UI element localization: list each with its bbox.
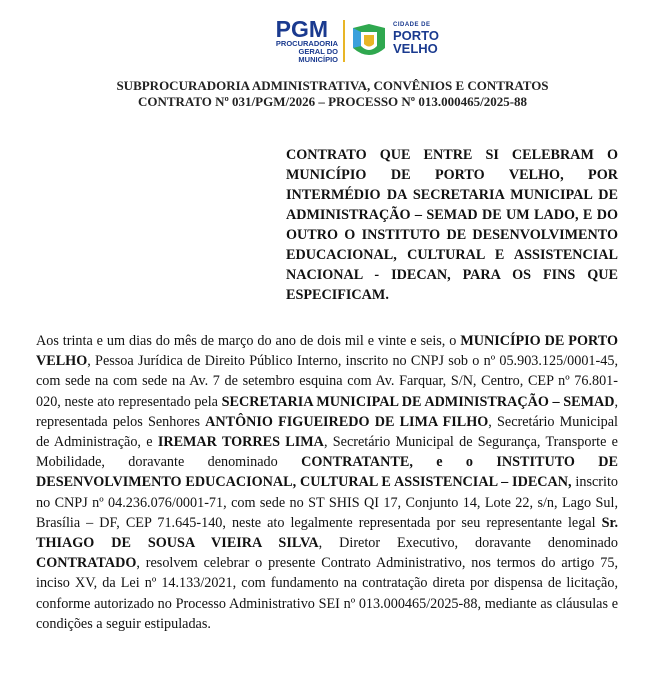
porto-label: PORTO: [393, 28, 439, 43]
pgm-subtitle-2: GERAL DO MUNICÍPIO: [298, 47, 338, 64]
body-text-6: inscrito no CNPJ nº 04.236.076/0001-71, com sede no ST SHIS QI 17, Conjunto 14, Lote 22, s/n, Lago Sul, Brasília – DF, CEP 71.645-140, neste ato legalmente representada por seu representante legal: [36, 474, 618, 531]
header-logos: [0, 16, 665, 66]
body-bold-5: CONTRATANTE, e o INSTITUTO DE DESENVOLVIMENTO EDUCACIONAL, CULTURAL E ASSISTENCIAL – IDECAN,: [36, 454, 618, 491]
pgm-wordmark: PGM: [275, 16, 328, 42]
body-text-1: Aos trinta e um dias do mês de março do ano de dois mil e vinte e seis, o: [36, 333, 461, 349]
contract-summary: CONTRATO QUE ENTRE SI CELEBRAM O MUNICÍPIO DE PORTO VELHO, POR INTERMÉDIO DA SECRETARIA MUNICIPAL DE ADMINISTRAÇÃO – SEMAD DE UM LADO, E DO OUTRO O INSTITUTO DE DESENVOLVIMENTO EDUCACIONAL, CULTURAL E ASSISTENCIAL NACIONAL - IDECAN, PARA OS FINS QUE ESPECIFICAM.: [286, 147, 618, 303]
body-bold-7: CONTRATADO: [36, 555, 137, 572]
porto-velho-wordmark: [393, 22, 439, 55]
title-line-2: CONTRATO Nº 031/PGM/2026 – PROCESSO Nº 013.000465/2025-88: [137, 94, 528, 109]
porto-velho-emblem-icon: [351, 22, 387, 60]
cidade-de-label: CIDADE DE: [393, 22, 431, 28]
velho-label: VELHO: [393, 41, 438, 56]
body-bold-2: SECRETARIA MUNICIPAL DE ADMINISTRAÇÃO – SEMAD: [221, 393, 615, 410]
body-bold-6: Sr. THIAGO DE SOUSA VIEIRA SILVA: [36, 514, 618, 552]
body-text-8: , resolvem celebrar o presente Contrato Administrativo, nos termos do artigo 75, inciso XV, da Lei nº 14.133/2021, com fundamento na contratação direta por dispensa de licitação, conforme autorizado no Processo Administrativo SEI nº 013.000465/2025-88, mediante as cláusulas e condições a seguir estipuladas.: [36, 555, 618, 632]
body-bold-1: MUNICÍPIO DE PORTO VELHO: [36, 333, 618, 370]
logo-divider: [343, 20, 345, 62]
document-title: [0, 78, 665, 110]
body-bold-3: ANTÔNIO FIGUEIREDO DE LIMA FILHO: [205, 413, 489, 430]
pgm-subtitle-1: PROCURADORIA: [275, 39, 338, 48]
body-text-4: , Secretário Municipal de Administração, e: [36, 413, 618, 451]
body-text-3: , representada pelos Senhores: [36, 393, 619, 430]
contract-preamble: [36, 331, 618, 634]
body-text-7: , Diretor Executivo, doravante denominado: [318, 535, 618, 552]
body-bold-4: IREMAR TORRES LIMA: [157, 434, 324, 451]
pgm-logo: [258, 18, 338, 64]
body-text-2: , Pessoa Jurídica de Direito Público Interno, inscrito no CNPJ sob o nº 05.903.125/0001-45, com sede na com sede na Av. 7 de setembro esquina com Av. Farquar, S/N, Centro, CEP nº 76.801-020, neste ato representado pela: [36, 353, 618, 410]
title-line-1: SUBPROCURADORIA ADMINISTRATIVA, CONVÊNIOS E CONTRATOS: [116, 78, 549, 93]
body-text-5: , Secretário Municipal de Segurança, Transporte e Mobilidade, doravante denominado: [36, 434, 618, 471]
